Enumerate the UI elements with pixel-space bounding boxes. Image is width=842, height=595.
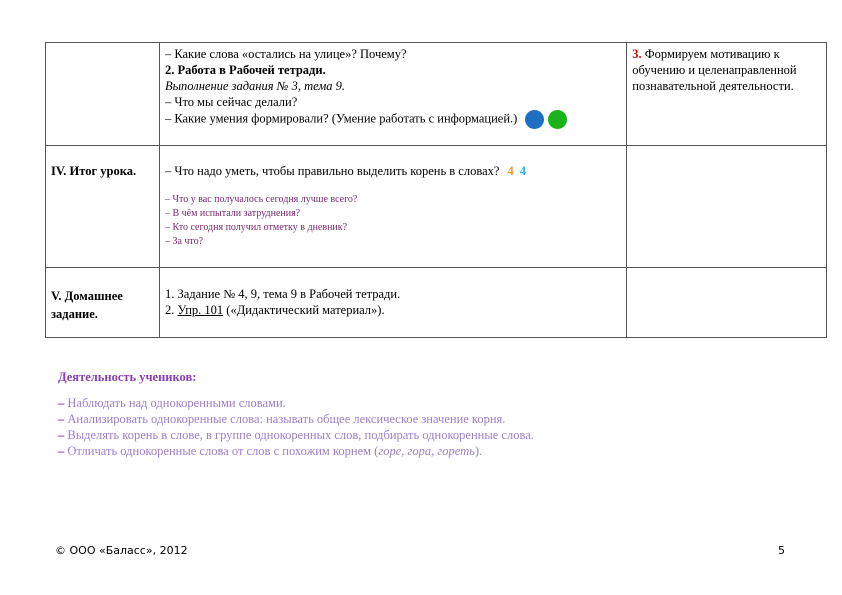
content-cell [159, 43, 626, 146]
sub-question: – За что? [164, 236, 204, 247]
homework-item [165, 302, 621, 318]
stage-title-line: V. Домашнее [51, 289, 123, 303]
activity-examples: горе, гора, гореть [378, 444, 475, 458]
stage-title: IV. Итог урока. [51, 164, 137, 178]
note-cell-empty [627, 146, 827, 268]
green-dot-icon [548, 110, 567, 129]
sub-questions [165, 193, 621, 249]
activity-item [58, 443, 798, 459]
question-line: – Что мы сейчас делали? [164, 95, 298, 109]
dots-group [525, 110, 571, 129]
stage-cell-empty [46, 43, 160, 146]
note-text: Формируем мотивацию к обучению и целенаправленной познавательной деятельности. [632, 47, 797, 93]
question-line: – Какие слова «остались на улице»? Почему? [164, 47, 407, 61]
copyright: © ООО «Баласс», 2012 [55, 544, 188, 557]
content-cell [159, 146, 626, 268]
sub-question: – Что у вас получалось сегодня лучше всего? [164, 194, 358, 205]
activity-item [58, 427, 798, 443]
activity-text: Наблюдать над однокоренными словами. [64, 396, 286, 410]
activity-item [58, 395, 798, 411]
activity-text: Анализировать однокоренные слова: называть общее лексическое значение корня. [64, 412, 506, 426]
table-row [46, 43, 827, 146]
activity-dash: – [58, 444, 65, 458]
activity-text: Отличать однокоренные слова от слов с похожим корнем ( [64, 444, 379, 458]
stage-cell [46, 268, 160, 338]
page-number: 5 [778, 544, 785, 557]
activity-dash: – [58, 396, 65, 410]
question-text: – Какие умения формировали? (Умение работать с информацией.) [164, 111, 518, 126]
note-cell [627, 43, 827, 146]
content-cell [159, 268, 626, 338]
activity-text-end: ). [474, 444, 483, 458]
stage-cell [46, 146, 160, 268]
table-row [46, 268, 827, 338]
sub-question: – Кто сегодня получил отметку в дневник? [164, 222, 348, 233]
homework-item: 1. Задание № 4, 9, тема 9 в Рабочей тетради. [164, 287, 401, 301]
stage-title-line: задание. [51, 307, 98, 321]
question-text: – Что надо уметь, чтобы правильно выделить корень в словах? [164, 164, 500, 178]
note-number: 3. [632, 47, 642, 61]
note-cell-empty [627, 268, 827, 338]
section-heading: 2. Работа в Рабочей тетради. [164, 63, 326, 77]
activities-title: Деятельность учеников: [58, 370, 197, 384]
number-marker: 4 [507, 164, 514, 178]
number-marker: 4 [519, 164, 526, 178]
activity-dash: – [58, 412, 65, 426]
homework-suffix: («Дидактический материал»). [223, 303, 385, 317]
exercise-link[interactable]: Упр. 101 [177, 303, 224, 317]
question-line [165, 110, 621, 129]
homework-prefix: 2. [164, 303, 178, 317]
table-row [46, 146, 827, 268]
question-line [165, 149, 621, 179]
task-line: Выполнение задания № 3, тема 9. [164, 79, 346, 93]
stage-title [51, 271, 154, 323]
lesson-table [45, 42, 827, 338]
student-activities [58, 370, 798, 459]
homework-list [165, 271, 621, 318]
activity-item [58, 411, 798, 427]
activity-text: Выделять корень в слове, в группе однокоренных слов, подбирать однокоренные слова. [64, 428, 534, 442]
activity-dash: – [58, 428, 65, 442]
blue-dot-icon [525, 110, 544, 129]
sub-question: – В чём испытали затруднения? [164, 208, 301, 219]
